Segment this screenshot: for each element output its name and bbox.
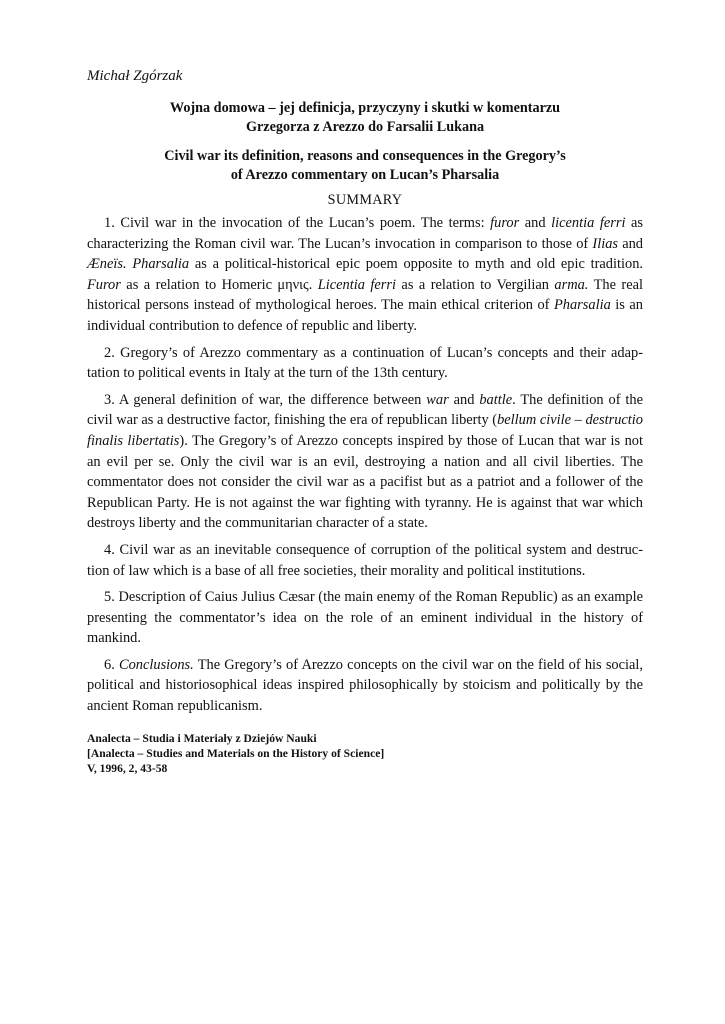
text-run: as a political-historical epic poem opposite to myth and old epic tradition. — [189, 256, 643, 273]
text-run: as a relation to Homeric μηνις. — [120, 276, 318, 293]
italic-term: Conclusions. — [119, 656, 194, 673]
text-run: and — [448, 391, 480, 408]
summary-body — [87, 213, 643, 717]
source-line-1: Analecta – Studia i Materiały z Dziejów Nauki — [87, 731, 317, 745]
italic-term: Pharsalia — [554, 297, 611, 314]
text-run: as a relation to Vergilian — [395, 276, 555, 293]
text-run: 6. — [104, 656, 119, 673]
text-run: The real historical persons instead of mythological heroes. The main ethical criterion of — [87, 276, 643, 314]
text-run: . The definition of the civil war as a destructive factor, finishing the era of republican liberty ( — [87, 391, 643, 429]
italic-term: war — [426, 391, 449, 408]
text-run: and — [519, 215, 552, 231]
text-run: and — [618, 235, 643, 252]
title-english-line-1: Civil war its definition, reasons and consequences in the Gregory’s — [164, 148, 566, 164]
italic-term: battle — [479, 391, 513, 408]
italic-term: Licentia ferri — [317, 276, 396, 293]
source-citation — [87, 731, 643, 776]
text-run: as characterizing the Roman civil war. The Lucan’s invocation in comparison to those of — [87, 215, 644, 252]
summary-paragraph — [87, 540, 643, 581]
italic-term: arma. — [554, 276, 589, 293]
italic-term: licentia ferri — [551, 215, 626, 231]
title-polish — [87, 99, 643, 137]
text-run: 3. A general definition of war, the difference between — [104, 391, 427, 408]
italic-term: furor — [490, 215, 520, 231]
summary-heading: SUMMARY — [327, 192, 403, 208]
summary-paragraph — [87, 390, 643, 534]
summary-paragraph — [87, 213, 643, 337]
author-name: Michał Zgórzak — [87, 68, 183, 84]
italic-term: bellum civile – destructio finalis libertatis — [87, 412, 643, 449]
title-polish-line-1: Wojna domowa – jej definicja, przyczyny i skutki w komentarzu — [169, 100, 561, 116]
document-page — [87, 66, 643, 776]
italic-term: Æneïs. Pharsalia — [87, 256, 190, 273]
title-english-line-2: of Arezzo commentary on Lucan’s Pharsalia — [230, 167, 500, 183]
text-run: The Gregory’s of Arezzo concepts on the civil war on the field of his social, political and historiosophical ideas inspired philosophically by stoicism and politically by the ancient Roman republicanism. — [87, 656, 643, 715]
source-line-3: V, 1996, 2, 43-58 — [87, 761, 168, 775]
summary-paragraph — [87, 343, 643, 384]
text-run: ). The Gregory’s of Arezzo concepts inspired by those of Lucan that war is not an evil per se. Only the civil war is an evil, destroying a nation and all civil liberties. The commentator does not consider the civil war as a pacifist but as a patriot and a follower of the Republican Party. He is not against the war fighting with tyranny. He is against that war which destroys liberty and the communitarian character of a state. — [87, 432, 643, 532]
italic-term: Furor — [87, 276, 121, 293]
source-line-2: [Analecta – Studies and Materials on the History of Science] — [87, 746, 385, 760]
italic-term: Ilias — [592, 235, 619, 252]
title-polish-line-2: Grzegorza z Arezzo do Farsalii Lukana — [245, 119, 485, 135]
summary-paragraph — [87, 655, 643, 717]
summary-paragraph — [87, 587, 643, 649]
text-run: 4. Civil war as an inevitable consequence of corruption of the political system and destruction of law which is a base of all free societies, their morality and political institutions. — [87, 541, 643, 579]
text-run: 2. Gregory’s of Arezzo commentary as a continuation of Lucan’s concepts and their adaptation to political events in Italy at the turn of the 13th century. — [87, 344, 643, 382]
text-run: is an individual contribution to defence of republic and liberty. — [87, 297, 643, 334]
text-run: 5. Description of Caius Julius Cæsar (the main enemy of the Roman Republic) as an example presenting the commentator’s idea on the role of an eminent individual in the history of mankind. — [87, 589, 643, 647]
text-run: 1. Civil war in the invocation of the Lucan’s poem. The terms: — [104, 215, 491, 231]
title-english — [87, 147, 643, 185]
